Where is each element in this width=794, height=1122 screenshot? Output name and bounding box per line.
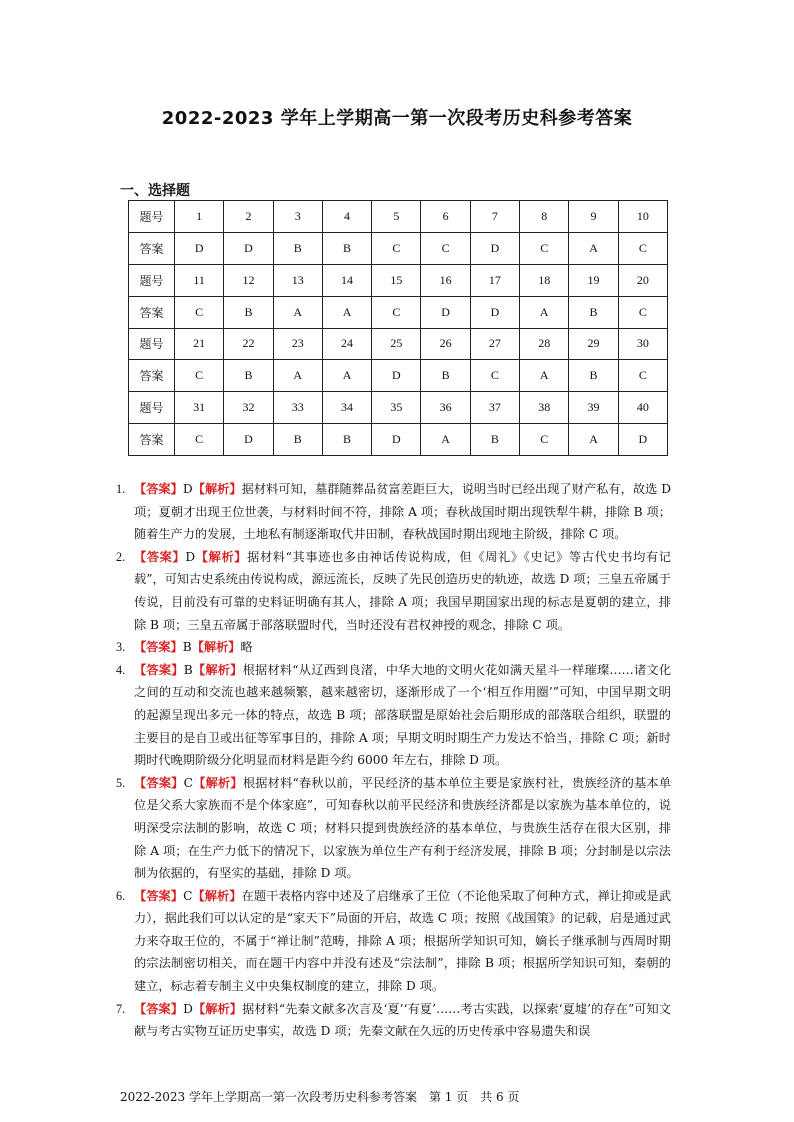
table-cell: 11 [175, 264, 224, 296]
table-cell: 36 [421, 392, 470, 424]
analysis-text: 据材料可知，墓群随葬品贫富差距巨大，说明当时已经出现了财产私有，故选 D 项；夏朝才出现王位世袭，与材料时间不符，排除 A 项；春秋战国时期出现铁犁牛耕，排除 B 项；随着生产力的发展，土地私有制逐渐取代井田制，春秋战国时期出现地主阶级，排除 C 项。 [134, 482, 672, 542]
table-cell: D [175, 232, 224, 264]
table-cell: 6 [421, 201, 470, 233]
section-title-choice: 一、选择题 [120, 183, 190, 199]
table-cell: A [520, 360, 569, 392]
answer-value: C [183, 775, 193, 790]
analysis-tag: 【解析】 [192, 482, 242, 496]
item-number: 7. [116, 1001, 126, 1016]
analysis-text: 据材料“先秦文献多次言及‘夏’‘有夏’……考古实践，以探索‘夏墟’的存在”可知文献与考古实物互证历史事实，故选 D 项；先秦文献在久远的历史传承中容易遗失和误 [134, 1001, 671, 1039]
table-cell: B [224, 296, 273, 328]
answer-tag: 【答案】 [134, 640, 183, 655]
table-cell: 21 [175, 328, 224, 360]
table-cell: 37 [470, 392, 519, 424]
table-cell: A [520, 296, 569, 328]
analysis-text: 略 [240, 640, 253, 655]
table-cell: C [618, 360, 667, 392]
table-cell: 24 [322, 328, 371, 360]
answer-value: D [183, 1001, 193, 1016]
table-row-header: 题号 [129, 201, 175, 233]
table-cell: 31 [175, 392, 224, 424]
table-cell: 28 [520, 328, 569, 360]
analysis-tag: 【解析】 [195, 549, 248, 564]
list-item [116, 659, 672, 772]
answer-tag: 【答案】 [134, 662, 184, 677]
table-cell: C [175, 360, 224, 392]
table-cell: A [569, 232, 618, 264]
list-item [116, 478, 672, 546]
table-cell: 13 [273, 264, 322, 296]
table-cell: 33 [273, 392, 322, 424]
table-cell: D [618, 424, 667, 456]
table-cell: D [470, 232, 519, 264]
item-number: 4. [116, 662, 126, 677]
table-cell: D [372, 424, 421, 456]
analysis-tag: 【解析】 [192, 775, 243, 790]
table-cell: C [618, 232, 667, 264]
list-item [116, 885, 672, 998]
answer-tag: 【答案】 [134, 482, 183, 496]
table-cell: A [569, 424, 618, 456]
table-cell: C [470, 360, 519, 392]
item-number: 3. [116, 640, 126, 655]
answer-tag: 【答案】 [134, 775, 184, 790]
table-cell: B [322, 232, 371, 264]
table-row-header: 题号 [129, 264, 175, 296]
table-cell: B [421, 360, 470, 392]
table-cell: B [322, 424, 371, 456]
table-cell: B [273, 232, 322, 264]
analysis-text: 据材料“其事迹也多由神话传说构成，但《周礼》《史记》等古代史书均有记载”，可知古史系统由传说构成，源远流长，反映了先民创造历史的轨迹，故选 D 项；三皇五帝属于传说，目前没有可靠的史料证明确有其人，排除 A 项；我国早期国家出现的标志是夏朝的建立，排除 B 项；三皇五帝属于部落联盟时代，当时还没有君权神授的观念，排除 C 项。 [134, 549, 671, 632]
table-row-header: 答案 [129, 232, 175, 264]
table-cell: C [372, 232, 421, 264]
analysis-tag: 【解析】 [192, 662, 243, 677]
table-row [129, 264, 668, 296]
table-cell: C [175, 424, 224, 456]
table-cell: B [470, 424, 519, 456]
table-cell: 19 [569, 264, 618, 296]
table-cell: D [421, 296, 470, 328]
table-cell: 15 [372, 264, 421, 296]
table-row-header: 答案 [129, 296, 175, 328]
table-cell: 40 [618, 392, 667, 424]
answer-tag: 【答案】 [134, 549, 186, 564]
page-footer: 2022-2023 学年上学期高一第一次段考历史科参考答案 第 1 页 共 6 页 [120, 1090, 520, 1104]
analysis-tag: 【解析】 [192, 1001, 243, 1016]
table-row [129, 328, 668, 360]
table-row [129, 392, 668, 424]
table-cell: C [372, 296, 421, 328]
item-number: 5. [116, 775, 126, 790]
table-row [129, 296, 668, 328]
list-item [116, 546, 671, 636]
answer-table [128, 200, 668, 456]
table-cell: 10 [618, 201, 667, 233]
table-row-header: 题号 [129, 328, 175, 360]
table-row [129, 360, 668, 392]
item-number: 2. [116, 549, 126, 564]
table-cell: 4 [322, 201, 371, 233]
table-cell: 26 [421, 328, 470, 360]
table-cell: 1 [175, 201, 224, 233]
table-cell: 8 [520, 201, 569, 233]
item-number: 1. [116, 482, 126, 496]
table-cell: 18 [520, 264, 569, 296]
answer-tag: 【答案】 [134, 888, 184, 903]
answer-value: B [182, 640, 192, 655]
table-cell: D [470, 296, 519, 328]
table-cell: 20 [618, 264, 667, 296]
table-cell: C [520, 232, 569, 264]
table-cell: C [520, 424, 569, 456]
answer-value: D [185, 549, 196, 564]
table-cell: 22 [224, 328, 273, 360]
table-cell: D [224, 232, 273, 264]
table-cell: 35 [372, 392, 421, 424]
table-cell: 7 [470, 201, 519, 233]
table-cell: A [421, 424, 470, 456]
table-cell: D [372, 360, 421, 392]
table-cell: D [224, 424, 273, 456]
answer-value: B [183, 662, 193, 677]
table-cell: C [421, 232, 470, 264]
list-item [116, 636, 671, 659]
table-cell: 3 [273, 201, 322, 233]
table-cell: A [322, 296, 371, 328]
table-cell: C [175, 296, 224, 328]
table-cell: A [322, 360, 371, 392]
table-cell: 38 [520, 392, 569, 424]
analysis-text: 根据材料“从辽西到良渚，中华大地的文明火花如满天星斗一样璀璨……诸文化之间的互动和交流也越来越频繁，越来越密切，逐渐形成了一个‘相互作用圈’”可知，中国早期文明的起源呈现出多元一体的特点，故选 B 项；部落联盟是原始社会后期形成的部落联合组织，联盟的主要目的是自卫或出征等军事目的，排除 A 项；早期文明时期生产力发达不恰当，排除 C 项；新时期时代晚期阶级分化明显而材料是距今约 6000 年左右，排除 D 项。 [134, 662, 672, 768]
table-cell: A [273, 360, 322, 392]
table-cell: B [569, 296, 618, 328]
table-cell: 12 [224, 264, 273, 296]
table-cell: 9 [569, 201, 618, 233]
table-cell: 30 [618, 328, 667, 360]
table-cell: A [273, 296, 322, 328]
analysis-text: 根据材料“春秋以前，平民经济的基本单位主要是家族村社，贵族经济的基本单位是父系大家族而不是个体家庭”，可知春秋以前平民经济和贵族经济都是以家族为基本单位的，说明深受宗法制的影响，故选 C 项；材料只提到贵族经济的基本单位，与贵族生活存在很大区别，排除 A 项；在生产力低下的情况下，以家族为单位生产有利于经济发展，排除 B 项；分封制是以宗法制为依据的，有坚实的基础，排除 D 项。 [134, 775, 672, 881]
analysis-tag: 【解析】 [191, 640, 241, 655]
table-cell: B [569, 360, 618, 392]
table-row-header: 答案 [129, 360, 175, 392]
answer-value: D [182, 482, 193, 496]
document-title: 2022-2023 学年上学期高一第一次段考历史科参考答案 [161, 108, 633, 129]
answer-value: C [183, 888, 193, 903]
list-item [116, 998, 671, 1043]
table-cell: 34 [322, 392, 371, 424]
explanation-list [116, 478, 672, 1043]
item-number: 6. [116, 888, 126, 903]
table-cell: 16 [421, 264, 470, 296]
table-cell: 32 [224, 392, 273, 424]
table-cell: 23 [273, 328, 322, 360]
analysis-text: 在题干表格内容中述及了启继承了王位（不论他采取了何种方式，禅让抑或是武力），据此我们可以认定的是“家天下”局面的开启，故选 C 项；按照《战国策》的记载，启是通过武力来夺取王位的，不属于“禅让制”范畴，排除 A 项；根据所学知识可知，嫡长子继承制与西周时期的宗法制密切相关，而在题干内容中并没有述及“宗法制”，排除 B 项；根据所学知识可知，秦朝的建立，标志着专制主义中央集权制度的建立，排除 D 项。 [134, 888, 672, 994]
table-cell: 25 [372, 328, 421, 360]
table-cell: 29 [569, 328, 618, 360]
table-row [129, 232, 668, 264]
table-cell: 27 [470, 328, 519, 360]
answer-tag: 【答案】 [134, 1001, 184, 1016]
table-row [129, 424, 668, 456]
table-cell: 39 [569, 392, 618, 424]
table-cell: B [273, 424, 322, 456]
table-row-header: 答案 [129, 424, 175, 456]
table-row-header: 题号 [129, 392, 175, 424]
table-cell: 2 [224, 201, 273, 233]
table-cell: B [224, 360, 273, 392]
table-cell: 17 [470, 264, 519, 296]
table-cell: C [618, 296, 667, 328]
table-cell: 14 [322, 264, 371, 296]
analysis-tag: 【解析】 [192, 888, 242, 903]
table-row [129, 201, 668, 233]
table-cell: 5 [372, 201, 421, 233]
list-item [116, 772, 672, 885]
